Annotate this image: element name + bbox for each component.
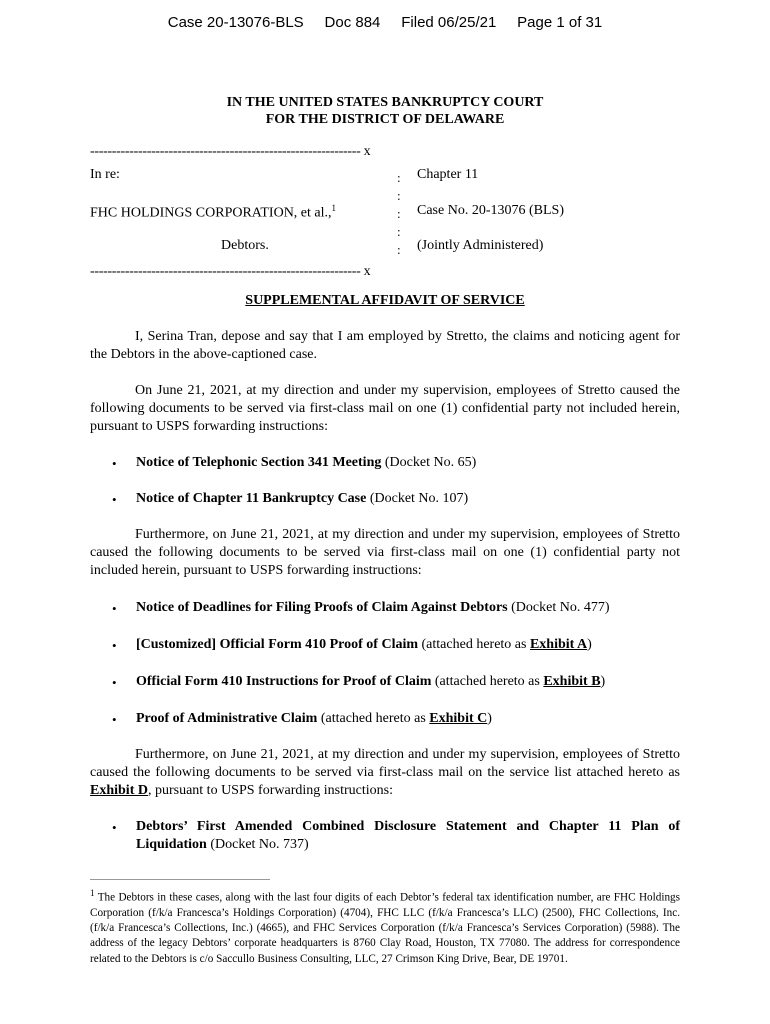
chapter-label: Chapter 11: [417, 167, 479, 182]
footnote-marker: 1: [90, 888, 95, 898]
footnote: [90, 886, 680, 967]
paragraph-service-2: Furthermore, on June 21, 2021, at my direction and under my supervision, employees of Stretto caused the following documents to be served via first-class mail on one (1) confidential party not included herein, pursuant to USPS forwarding instructions:: [90, 527, 680, 578]
page-count-header: Page 1 of 31: [517, 14, 603, 31]
caption-bottom-rule: -------------------------------------------------------------- x: [90, 264, 371, 279]
bullet-marker: •: [112, 675, 117, 690]
exhibit-a-link: Exhibit A: [529, 637, 588, 652]
bullet-marker: •: [112, 601, 117, 616]
bullet-item: Debtors’ First Amended Combined Disclosure Statement and Chapter 11 Plan of Liquidation (Docket No. 737): [136, 819, 680, 852]
footnote-reference: 1: [331, 203, 337, 213]
caption-colon: :: [397, 170, 401, 185]
exhibit-c-link: Exhibit C: [429, 711, 488, 726]
exhibit-d-link: Exhibit D: [90, 783, 148, 798]
court-heading: [0, 94, 770, 128]
caption-colon: :: [397, 188, 401, 203]
bullet-item: Notice of Telephonic Section 341 Meeting (Docket No. 65): [136, 455, 477, 470]
paragraph-service-3: Furthermore, on June 21, 2021, at my direction and under my supervision, employees of Stretto caused the following documents to be served via first-class mail on the service list attached hereto as Exhibit D, pursuant to USPS forwarding instructions:: [90, 747, 680, 798]
caption-colon: :: [397, 242, 401, 257]
bullet-marker: •: [112, 456, 117, 471]
debtor-name: FHC HOLDINGS CORPORATION, et al.,$^1$: [90, 203, 337, 221]
bullet-marker: •: [112, 492, 117, 507]
bullet-marker: •: [112, 638, 117, 653]
doc-number-header: Doc 884: [324, 14, 381, 31]
bullet-marker: •: [112, 820, 117, 835]
paragraph-intro: I, Serina Tran, depose and say that I am employed by Stretto, the claims and noticing agent for the Debtors in the above-captioned case.: [90, 329, 680, 362]
caption-colon: :: [397, 224, 401, 239]
court-district: FOR THE DISTRICT OF DELAWARE: [265, 112, 505, 127]
case-number-header: Case 20-13076-BLS: [167, 14, 304, 31]
jointly-administered: (Jointly Administered): [417, 238, 544, 253]
court-name: IN THE UNITED STATES BANKRUPTCY COURT: [226, 95, 544, 110]
exhibit-b-link: Exhibit B: [543, 674, 601, 689]
bullet-item: Official Form 410 Instructions for Proof of Claim (attached hereto as Exhibit B): [136, 674, 606, 689]
footnote-divider: [90, 879, 270, 880]
filed-date-header: Filed 06/25/21: [401, 14, 497, 31]
ecf-header: [0, 14, 770, 31]
caption-colon: :: [397, 206, 401, 221]
bullet-item: Proof of Administrative Claim (attached hereto as Exhibit C): [136, 711, 492, 726]
footnote-text: The Debtors in these cases, along with the last four digits of each Debtor’s federal tax identification number, are FHC Holdings Corporation (f/k/a Francesca’s Holdings Corporation) (4704), FHC LLC (f/k/a Francesca’s LLC) (2500), FHC Collections, Inc. (f/k/a Francesca’s Collections, Inc.) (4665), and FHC Services Corporation (f/k/a Francesca’s Services Corporation) (5988). The address of the legacy Debtors’ corporate headquarters is 8760 Clay Road, Houston, TX 77080. The address for correspondence related to the Debtors is c/o Saccullo Business Consulting, LLC, 27 Crimson King Drive, Bear, DE 19701.: [90, 891, 680, 965]
case-number: Case No. 20-13076 (BLS): [417, 203, 564, 218]
bullet-item: Notice of Chapter 11 Bankruptcy Case (Docket No. 107): [136, 491, 469, 506]
bullet-item: [Customized] Official Form 410 Proof of Claim (attached hereto as Exhibit A): [136, 637, 592, 652]
debtors-label: Debtors.: [221, 238, 269, 253]
bullet-marker: •: [112, 712, 117, 727]
caption-top-rule: -------------------------------------------------------------- x: [90, 144, 371, 159]
paragraph-service-1: On June 21, 2021, at my direction and under my supervision, employees of Stretto caused the following documents to be served via first-class mail on one (1) confidential party not included herein, pursuant to USPS forwarding instructions:: [90, 383, 680, 434]
in-re-label: In re:: [90, 167, 120, 182]
document-title: SUPPLEMENTAL AFFIDAVIT OF SERVICE: [245, 293, 525, 308]
bullet-item: Notice of Deadlines for Filing Proofs of Claim Against Debtors (Docket No. 477): [136, 600, 610, 615]
